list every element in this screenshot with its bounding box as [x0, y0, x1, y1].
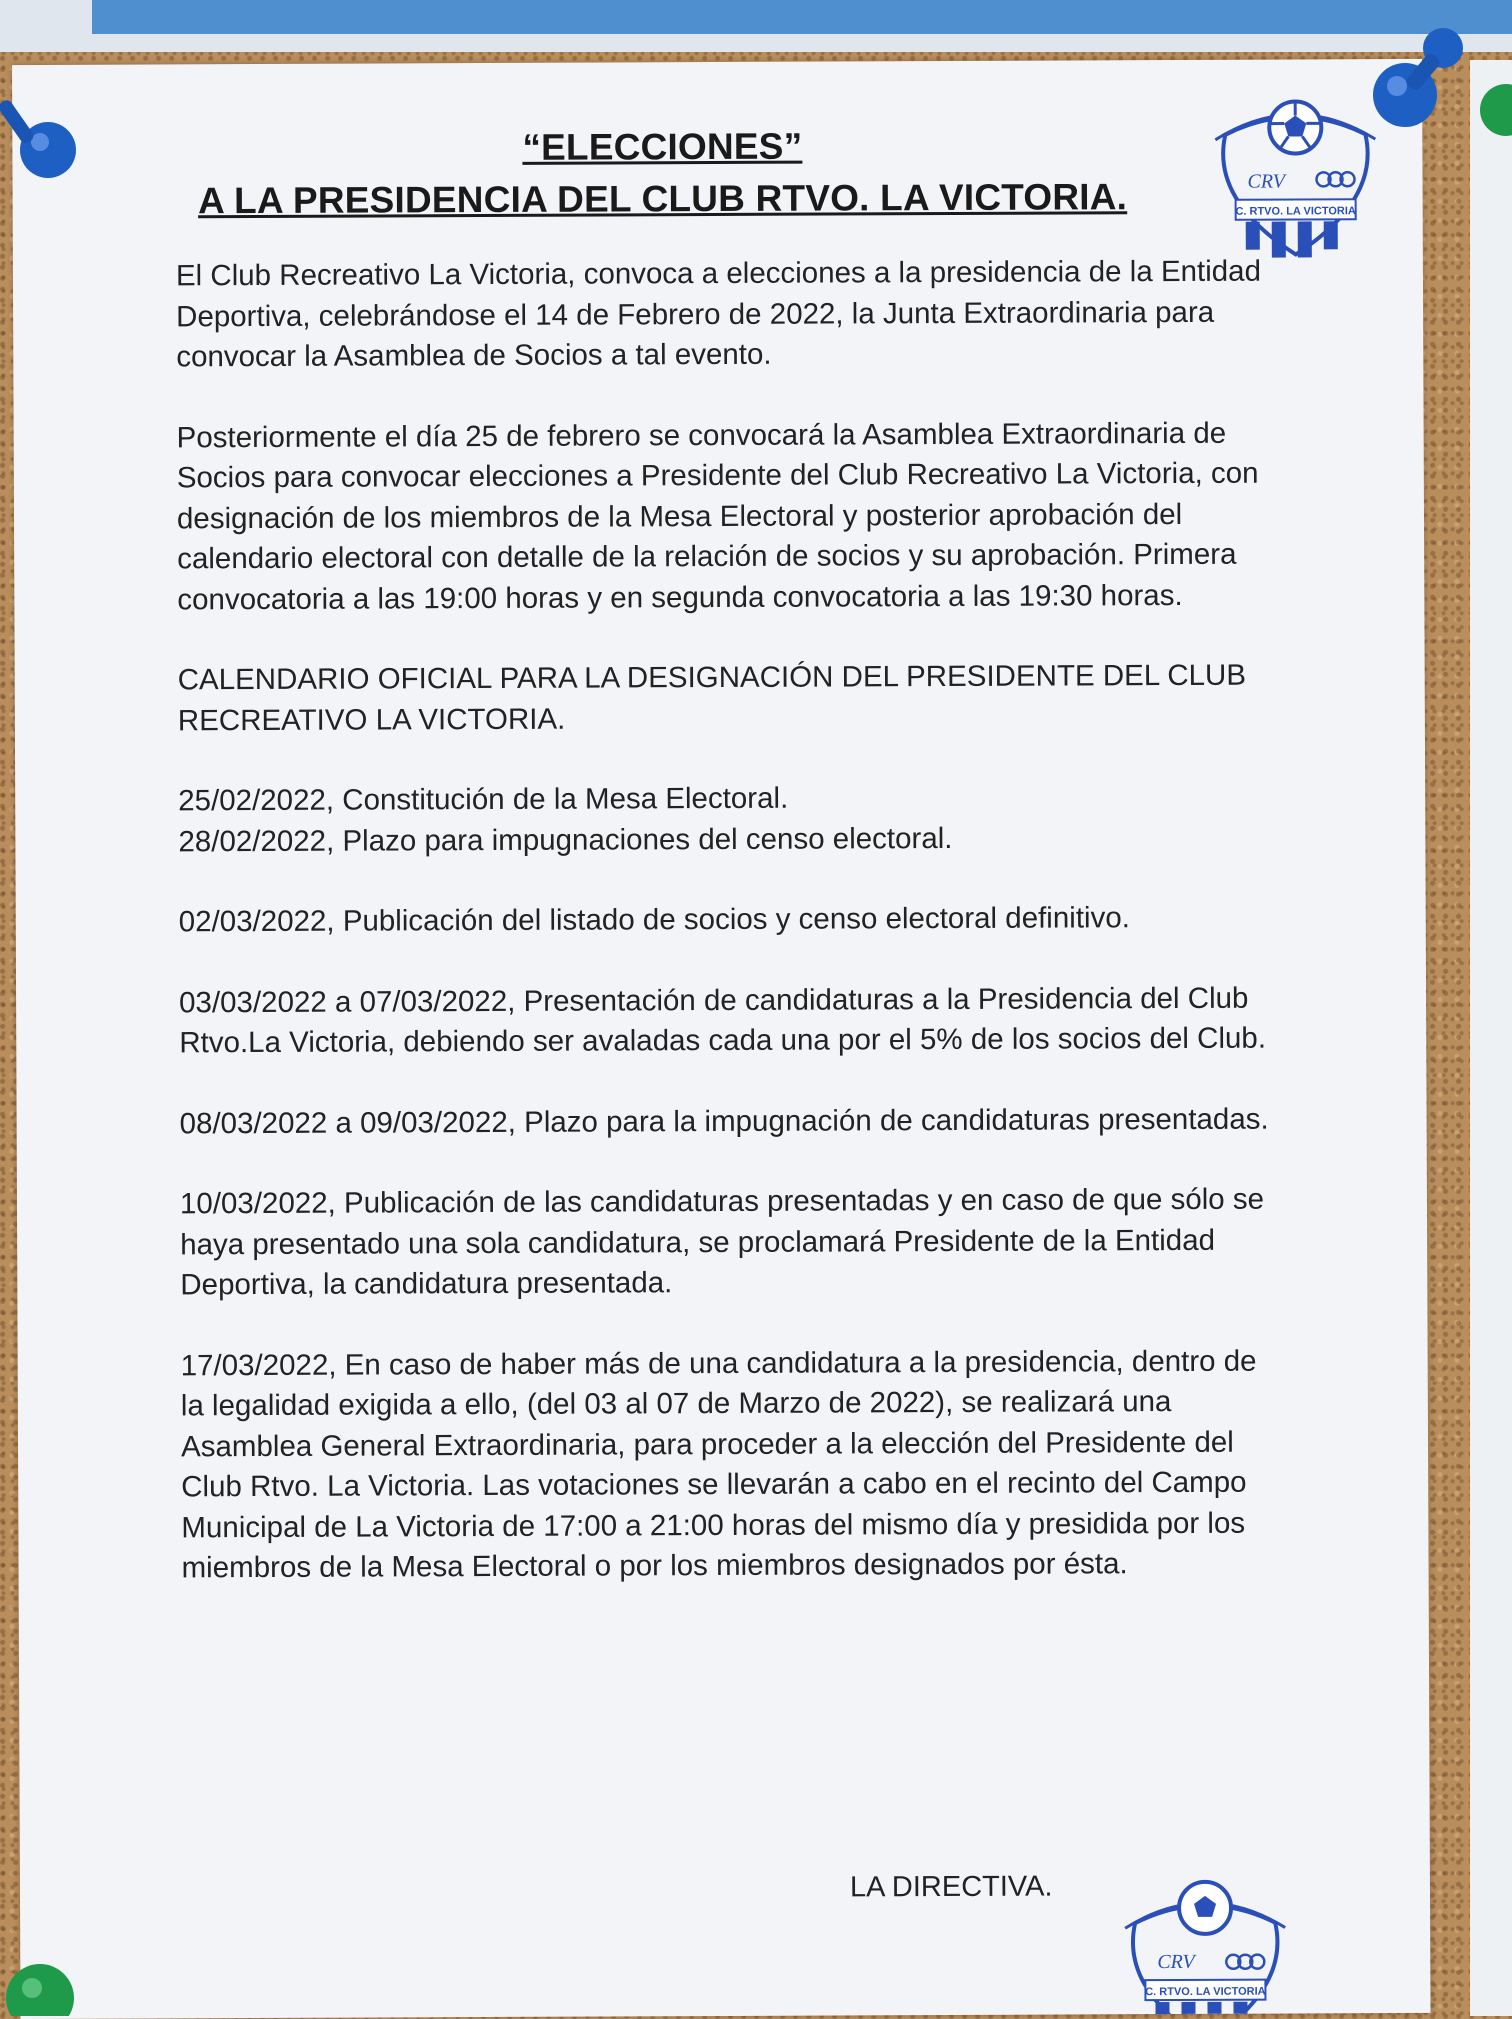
calendar-item: 02/03/2022, Publicación del listado de socios y censo electoral definitivo. [178, 901, 1130, 939]
assembly-paragraph: Posteriormente el día 25 de febrero se convocará la Asamblea Extraordinaria de Socios para convocar elecciones a Presidente del Club Recreativo La Victoria, con designación de los miembros de la Mesa Electoral y posterior aprobación del calendario electoral con detalle de la relación de socios y su aprobación. Primera convocatoria a las 19:00 horas y en segunda convocatoria a las 19:30 horas. [176, 416, 1259, 616]
notice-body [176, 252, 1272, 1589]
svg-text:CRV: CRV [1247, 170, 1285, 193]
notice-title-line2: A LA PRESIDENCIA DEL CLUB RTVO. LA VICTORIA. [197, 176, 1128, 222]
pushpin-icon [0, 1958, 90, 2016]
adjacent-paper-edge [1470, 60, 1512, 2016]
calendar-item: 28/02/2022, Plazo para impugnaciones del censo electoral. [178, 821, 953, 858]
pushpin-icon [1470, 70, 1512, 150]
calendar-heading: CALENDARIO OFICIAL PARA LA DESIGNACIÓN DEL PRESIDENTE DEL CLUB RECREATIVO LA VICTORIA. [177, 658, 1247, 737]
calendar-item: 17/03/2022, En caso de haber más de una candidatura a la presidencia, dentro de la legalidad exigida a ello, (del 03 al 07 de Marzo de 2022), se realizará una Asamblea General Extraordinaria, para proceder a la elección del Presidente del Club Rtvo. La Victoria. Las votaciones se llevarán a cabo en el recinto del Campo Municipal de La Victoria de 17:00 a 21:00 horas del mismo día y presidida por los miembros de la Mesa Electoral o por los miembros designados por ésta. [180, 1344, 1257, 1585]
background-notice-strip [0, 0, 1512, 52]
blue-banner-edge [92, 0, 1512, 34]
intro-paragraph: El Club Recreativo La Victoria, convoca a elecciones a la presidencia de la Entidad Deportiva, celebrándose el 14 de Febrero de 2022, la Junta Extraordinaria para convocar la Asamblea de Socios a tal evento. [175, 254, 1262, 374]
club-crest-logo-bottom [1105, 1867, 1306, 2014]
pushpin-icon [0, 80, 90, 180]
calendar-item: 10/03/2022, Publicación de las candidaturas presentadas y en caso de que sólo se haya presentado una sola candidatura, se proclamará Presidente de la Entidad Deportiva, la candidatura presentada. [179, 1182, 1265, 1302]
signature: LA DIRECTIVA. [849, 1870, 1053, 1904]
notice-title-line1: “ELECCIONES” [522, 125, 803, 168]
pushpin-icon [1355, 20, 1465, 135]
logo-band-text: C. RTVO. LA VICTORIA [1145, 1985, 1266, 1999]
calendar-item: 08/03/2022 a 09/03/2022, Plazo para la impugnación de candidaturas presentadas. [179, 1102, 1269, 1140]
notice-sheet [12, 59, 1431, 2019]
calendar-item: 03/03/2022 a 07/03/2022, Presentación de candidaturas a la Presidencia del Club Rtvo.La Victoria, debiendo ser avaladas cada una por el 5% de los socios del Club. [179, 981, 1267, 1060]
svg-text:CRV: CRV [1157, 1950, 1195, 1974]
calendar-item: 25/02/2022, Constitución de la Mesa Electoral. [178, 781, 789, 818]
logo-band-text: C. RTVO. LA VICTORIA [1235, 205, 1356, 218]
